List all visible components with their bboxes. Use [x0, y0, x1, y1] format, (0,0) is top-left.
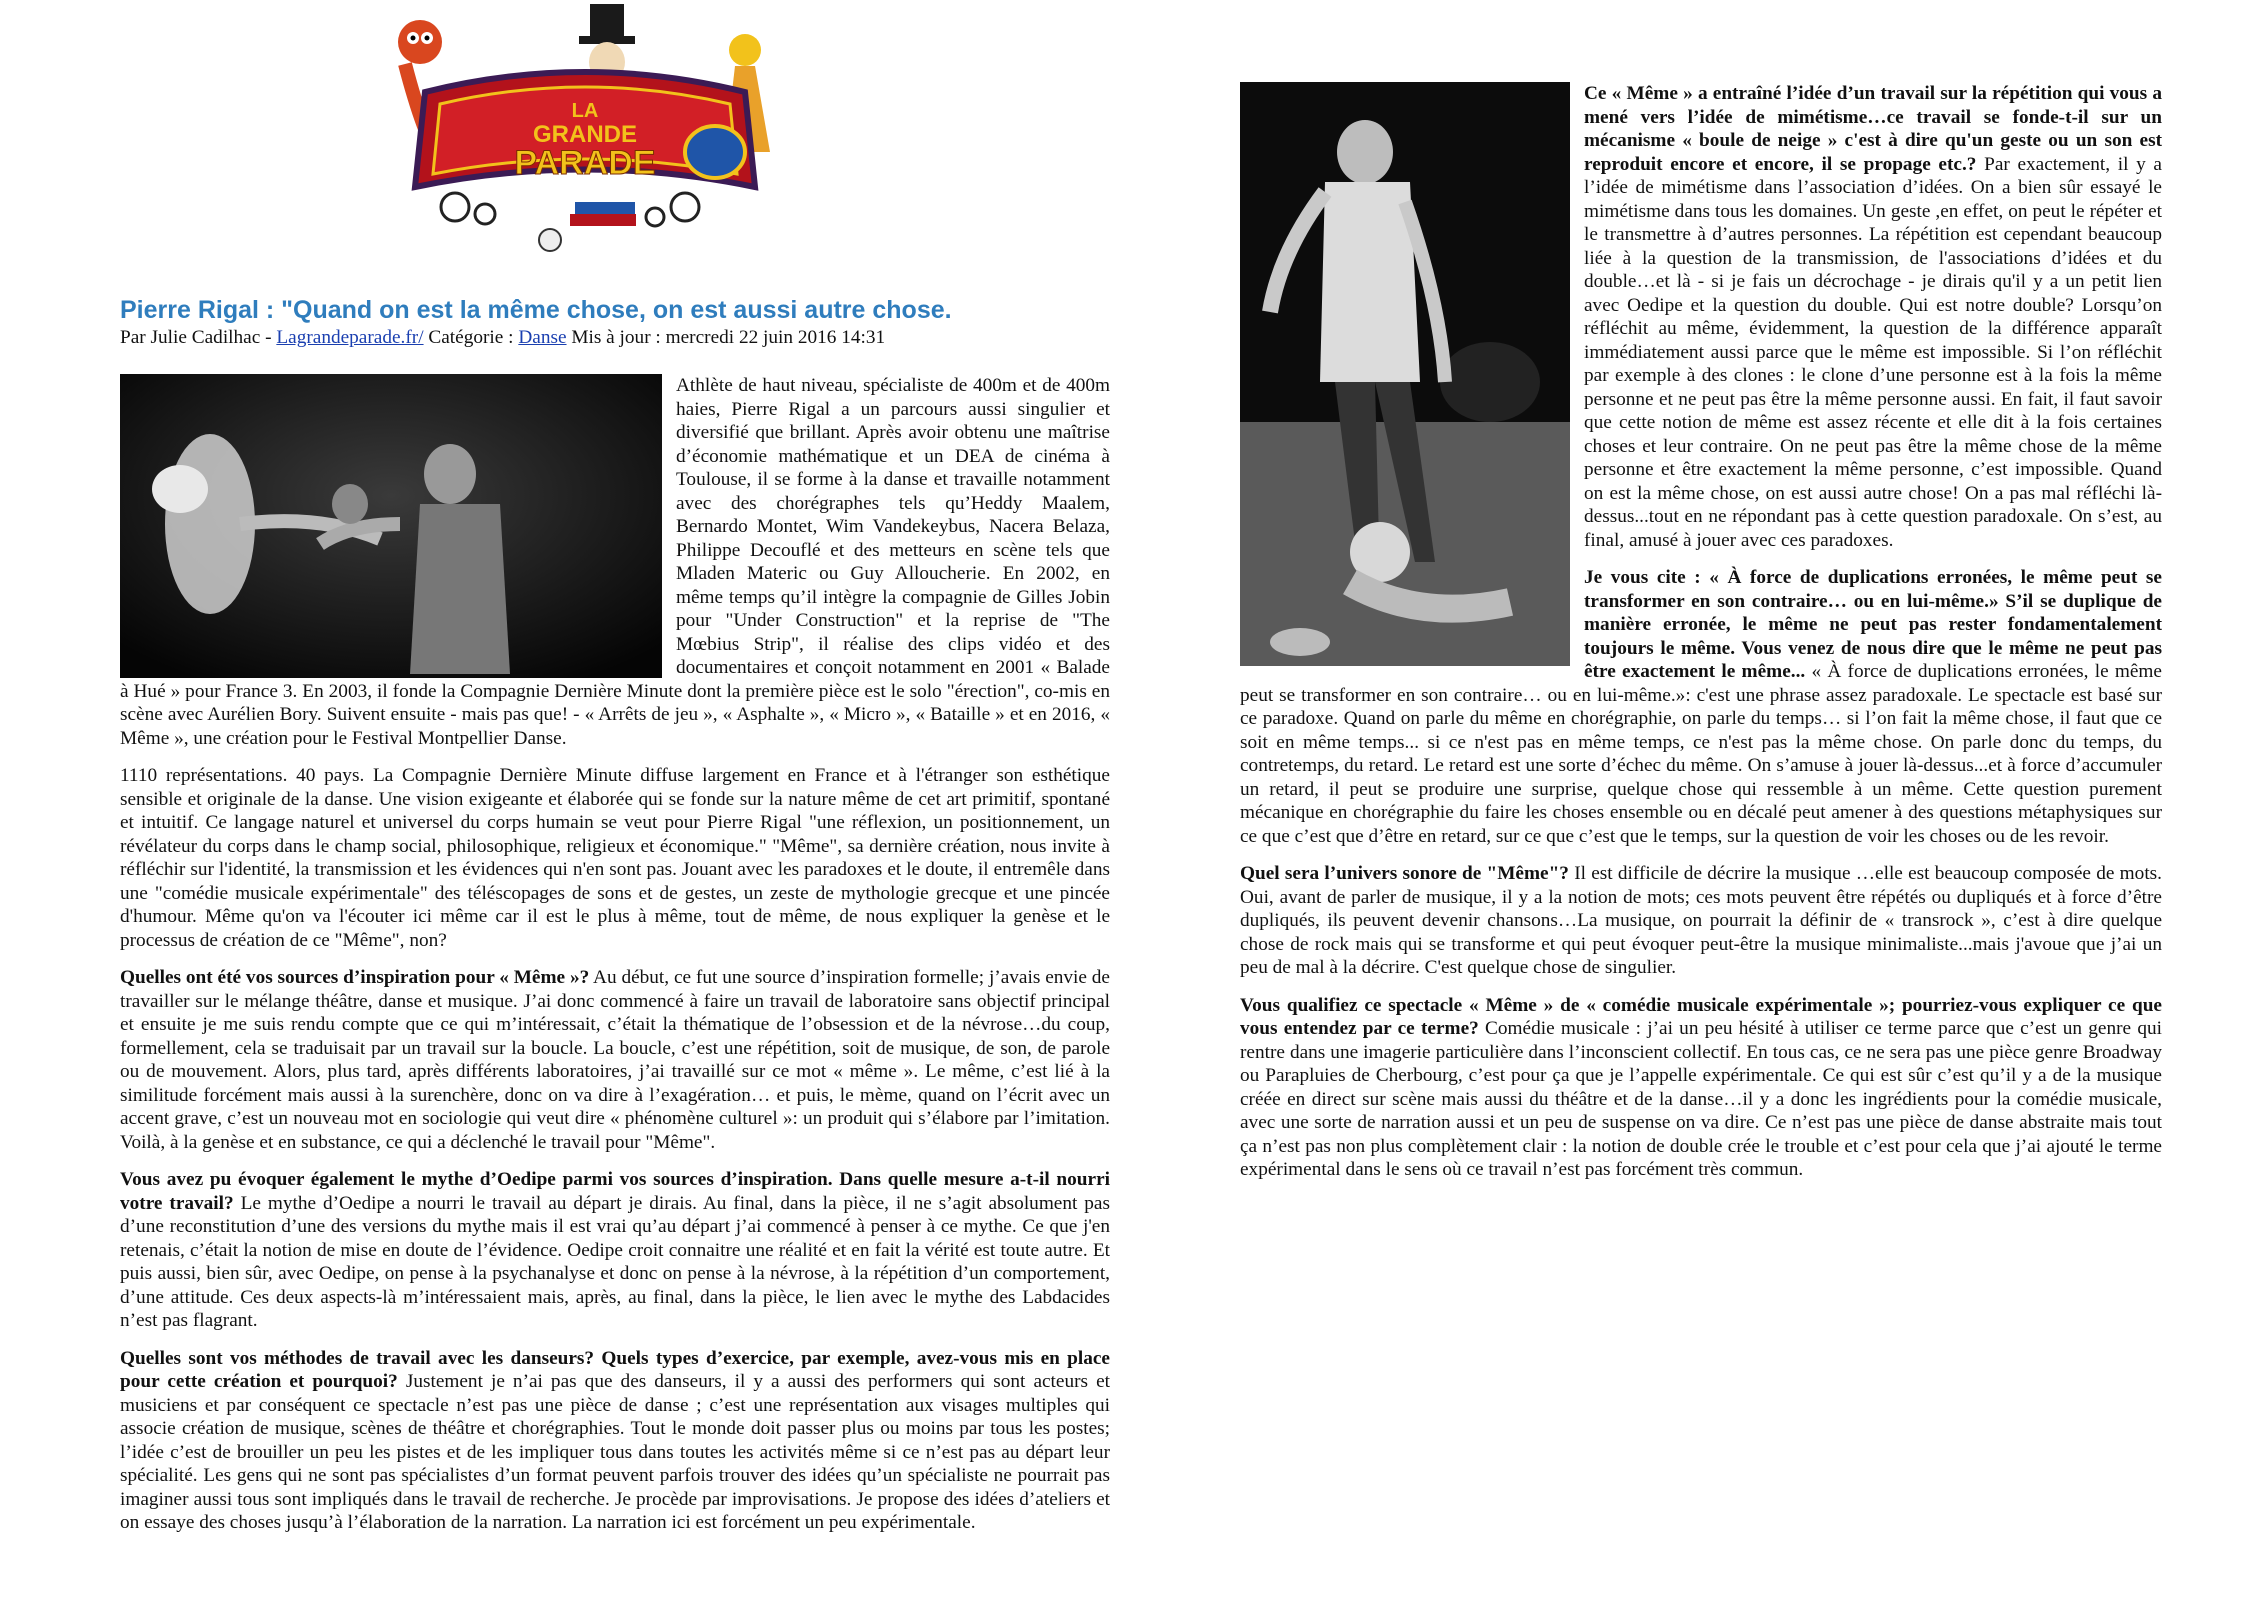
- qa-oedipe: [120, 1168, 1110, 1333]
- right-top-column: [1240, 82, 2162, 1196]
- byline-prefix: Par Julie Cadilhac -: [120, 327, 277, 348]
- intro-paragraph: [120, 374, 1110, 764]
- left-column: [120, 764, 1110, 1549]
- logo-text-la: LA: [571, 100, 599, 122]
- byline: [120, 327, 1120, 349]
- question-mimetisme: Ce « Même » a entraîné l’idée d’un travail sur la répétition qui vous a mené vers l’idée de mimétisme…ce travail se fonde-t-il sur un mécanisme « boule de neige » c'est à dire qu'un geste ou un son est reproduit encore et encore, il se propage etc.?: [1584, 83, 2162, 175]
- answer-univers-sonore: Il est difficile de décrire la musique …elle est beaucoup composée de mots. Oui, avant de parler de musique, il y a la notion de mots; ces mots peuvent être répétés ou dupliqués et à force d’être dupliqués, ils peuvent devenir chansons…La musique, on pourrait la définir de « transrock », c’est à dire quelque chose de rock mais qui se transforme et qui peut évoquer peut-être la musique minimaliste...mais j'avoue que j’ai un peu de mal à la décrire. C'est quelque chose de singulier.: [1240, 863, 2162, 978]
- answer-duplications: « À force de duplications erronées, le même peut se transformer en son contraire… ou en lui-même.»: c'est une phrase assez paradoxale. Le spectacle est basé sur ce paradoxe. Quand on parle du même en chorégraphie, on parle du temps… si l’on fait la même chose, il faut que ce soit en même temps... si ce n'est pas en même temps, ce n'est pas la même chose. On parle donc du temps, du contretemps, du retard. Le retard est une sorte d’échec du même. On s’amuse à jouer là-dessus...et à force d’accumuler un retard, il peut se produire une surprise, quelque chose qui ressemble à un même. Cette question purement mécanique en chorégraphie du faire les choses ensemble ou en décalé peut amener à des questions métaphysiques sur ce que c’est que d’être en retard, sur ce que c’est que le temps, sur la question de voir les choses ou de les revoir.: [1240, 661, 2162, 847]
- article-title: Pierre Rigal : "Quand on est la même chose, on est aussi autre chose.: [120, 296, 952, 324]
- site-link[interactable]: Lagrandeparade.fr/: [276, 327, 424, 348]
- logo-text-parade: PARADE: [514, 144, 656, 182]
- question-duplications: Je vous cite : « À force de duplications erronées, le même peut se transformer en son contraire… ou en lui-même.» S’il se duplique de manière erronée, le même ne peut pas rester fondamentalement toujours le même. Vous venez de nous dire que le même ne peut pas être exactement le même...: [1584, 567, 2162, 682]
- logo-text-grande: GRANDE: [532, 121, 638, 148]
- answer-oedipe: Le mythe d’Oedipe a nourri le travail au départ je dirais. Au final, dans la pièce, il ne s’agit absolument pas d’une reconstitution d’une des versions du mythe mais il est vrai qu’au départ j’ai commencé à penser à ce mythe. Ce que j'en retenais, c’était la notion de mise en doute de l’évidence. Oedipe croit connaitre une réalité et en fait la vérité est toute autre. Et puis aussi, bien sûr, avec Oedipe, on pense à la psychanalyse et donc on pense à la névrose, à la répétition d’un comportement, d’une attitude. Ces deux aspects-là m’intéressaient mais, après, au final, dans la pièce, le lien avec le mythe des Labdacides n’est pas flagrant.: [120, 1192, 1110, 1331]
- category-link[interactable]: Danse: [518, 327, 567, 348]
- byline-date: Mis à jour : mercredi 22 juin 2016 14:31: [566, 327, 886, 348]
- byline-category-label: Catégorie :: [423, 327, 519, 348]
- answer-comedie-musicale: Comédie musicale : j’ai un peu hésité à utiliser ce terme parce que c’est un genre qui rentre dans une imagerie particulière dans l’inconscient collectif. En tous cas, ce ne sera pas une pièce genre Broadway ou Parapluies de Cherbourg, c’est pour ça que je l’appelle expérimentale. Ce qui est sûr c’est qu’il y a de la musique créée en direct sur scène mais aussi du théâtre et de la danse…il y a donc les ingrédients pour la comédie musicale, avec une sorte de narration aussi et un peu de suspense on va dire. Ce n’est pas une pièce de danse abstraite mais tout ça n’est pas non plus complètement clair : la notion de double crée le trouble et c’est pour cela que j’ai ajouté le terme expérimental dans le sens où ce travail n’est pas forcément très commun.: [1240, 1018, 2162, 1180]
- qa-methodes: [120, 1347, 1110, 1535]
- question-univers-sonore: Quel sera l’univers sonore de "Même"?: [1240, 863, 1569, 884]
- question-comedie-musicale: Vous qualifiez ce spectacle « Même » de « comédie musicale expérimentale »; pourriez-vous expliquer ce que vous entendez par ce terme?: [1240, 994, 2162, 1039]
- intro-text: Athlète de haut niveau, spécialiste de 400m et de 400m haies, Pierre Rigal a un parcours aussi singulier et diversifié que brillant. Après avoir obtenu une maîtrise d’économie mathématique et un DEA de cinéma à Toulouse, il se forme à la danse et travaille notamment avec des chorégraphes tels qu’Heddy Maalem, Bernardo Montet, Wim Vandekeybus, Nacera Belaza, Philippe Decouflé et des metteurs en scène tels que Mladen Materic ou Guy Alloucherie. En 2002, en même temps qu’il intègre la compagnie de Gilles Jobin pour "Under Construction" et la reprise de "The Mœbius Strip", il réalise des clips vidéo et des documentaires et conçoit notamment en 2001 « Balade à Hué » pour France 3. En 2003, il fonde la Compagnie Dernière Minute dont la première pièce est le solo "érection", co-mis en scène avec Aurélien Bory. Suivent ensuite - mais pas que! - « Arrêts de jeu », « Asphalte », « Micro », « Bataille » et en 2016, « Même », une création pour le Festival Montpellier Danse.: [120, 375, 1110, 749]
- question-oedipe: Vous avez pu évoquer également le mythe d’Oedipe parmi vos sources d’inspiration. Dans quelle mesure a-t-il nourri votre travail?: [120, 1169, 1110, 1214]
- paragraph-presentation: 1110 représentations. 40 pays. La Compagnie Dernière Minute diffuse largement en France et à l'étranger son esthétique sensible et originale de la danse. Une vision exigeante et élaborée qui se fonde sur la nature même de cet art primitif, spontané et intuitif. Ce langage naturel et universel du corps humain se veut pour Pierre Rigal "une réflexion, un positionnement, un révélateur du corps dans le champ social, philosophique, religieux et économique." "Même", sa dernière création, nous invite à réfléchir sur l'identité, la transmission et les évidences qui n'en sont pas. Jouant avec les paradoxes et le doute, il entremêle dans une "comédie musicale expérimentale" des téléscopages de sons et de gestes, un zeste de mythologie grecque et une pincée d'humour. Même qu'on va l'écouter ici même car il est le plus à même, tout de même, de nous expliquer la genèse et le processus de création de ce "Même", non?: [120, 765, 1110, 951]
- answer-inspiration: Au début, ce fut une source d’inspiration formelle; j’avais envie de travailler sur le mélange théâtre, danse et musique. J’ai donc commencé à faire un travail de laboratoire sans objectif principal et ensuite je me suis rendu compte que ce qui m’intéressait, c’était la thématique de l’obsession et de la névrose…du coup, formellement, cela se traduisait par un travail sur la boucle. La boucle, c’est une répétition, soit de musique, de son, de parole ou de mouvement. Alors, plus tard, après différents laboratoires, j’ai travaillé sur ce mot « même ». Le même, c’est lié à la similitude forcément mais aussi à la surenchère, donc on va dire à l’exagération… et puis, le mème, quand on l’écrit avec un accent grave, c’est un nouveau mot en sociologie qui veut dire « phénomène culturel »: un produit qui s’élabore par l’imitation. Voilà, à la genèse et en substance, ce qui a déclenché le travail pour "Même".: [120, 967, 1110, 1153]
- qa-inspiration: [120, 966, 1110, 1154]
- qa-univers-sonore: [1240, 862, 2162, 980]
- la-grande-parade-logo: [385, 2, 785, 270]
- answer-methodes: Justement je n’ai pas que des danseurs, il y a aussi des performers qui sont acteurs et musiciens et par conséquent ce spectacle n’est pas une pièce de danse ; c’est une représentation aux visages multiples qui associe création de musique, scènes de théâtre et chorégraphies. Tout le monde doit passer plus ou moins par tous les postes; l’idée c’est de brouiller un peu les pistes et de les impliquer tous dans toutes les activités même si ce n’est pas au départ leur spécialité. Les gens qui ne sont pas spécialistes d’un format peuvent parfois trouver des idées qu’un spécialiste ne pourrait pas imaginer aussi tous sont impliqués dans le travail de recherche. Je procède par improvisations. Je propose des idées d’ateliers et on essaye des choses jusqu’à l’élaboration de la narration. La narration ici est forcément un peu expérimentale.: [120, 1371, 1110, 1533]
- qa-comedie-musicale: [1240, 994, 2162, 1182]
- question-methodes: Quelles sont vos méthodes de travail avec les danseurs? Quels types d’exercice, par exemple, avez-vous mis en place pour cette création et pourquoi?: [120, 1347, 1110, 1392]
- answer-mimetisme: Par exactement, il y a l’idée de mimétisme dans l’association d’idées. On a bien sûr essayé le mimétisme dans tous les domaines. Un geste ,en effet, on peut le répéter et le transmettre à d’autres personnes. La répétition est cependant beaucoup liée à la question de la transmission, de l'associations d’idées et du double…et là - si je fais un décrochage - je dirais qu'il y a un petit lien avec Oedipe et la question du double. Qui est notre double? Lorsqu’on réfléchit au même, évidemment, la question de la différence apparaît immédiatement aussi parce que le même est impossible. Si l’on réfléchit par exemple à des clones : le clone d’une personne est à la fois la même personne et ne peut pas être la même personne aussi. En fait, il faut savoir que cette notion de même est assez récente et elle dit à la fois certaines choses et leur contraire. On ne peut pas être la même chose de la même personne et être exactement la même personne, c’est impossible. Quand on est la même chose, on est aussi autre chose! On a pas mal réfléchi là-dessus...tout en ne répondant pas à cette question paradoxale. On s’est, au final, amusé à jouer avec ces paradoxes.: [1584, 153, 2162, 551]
- question-inspiration: Quelles ont été vos sources d’inspiration pour « Même »?: [120, 967, 590, 988]
